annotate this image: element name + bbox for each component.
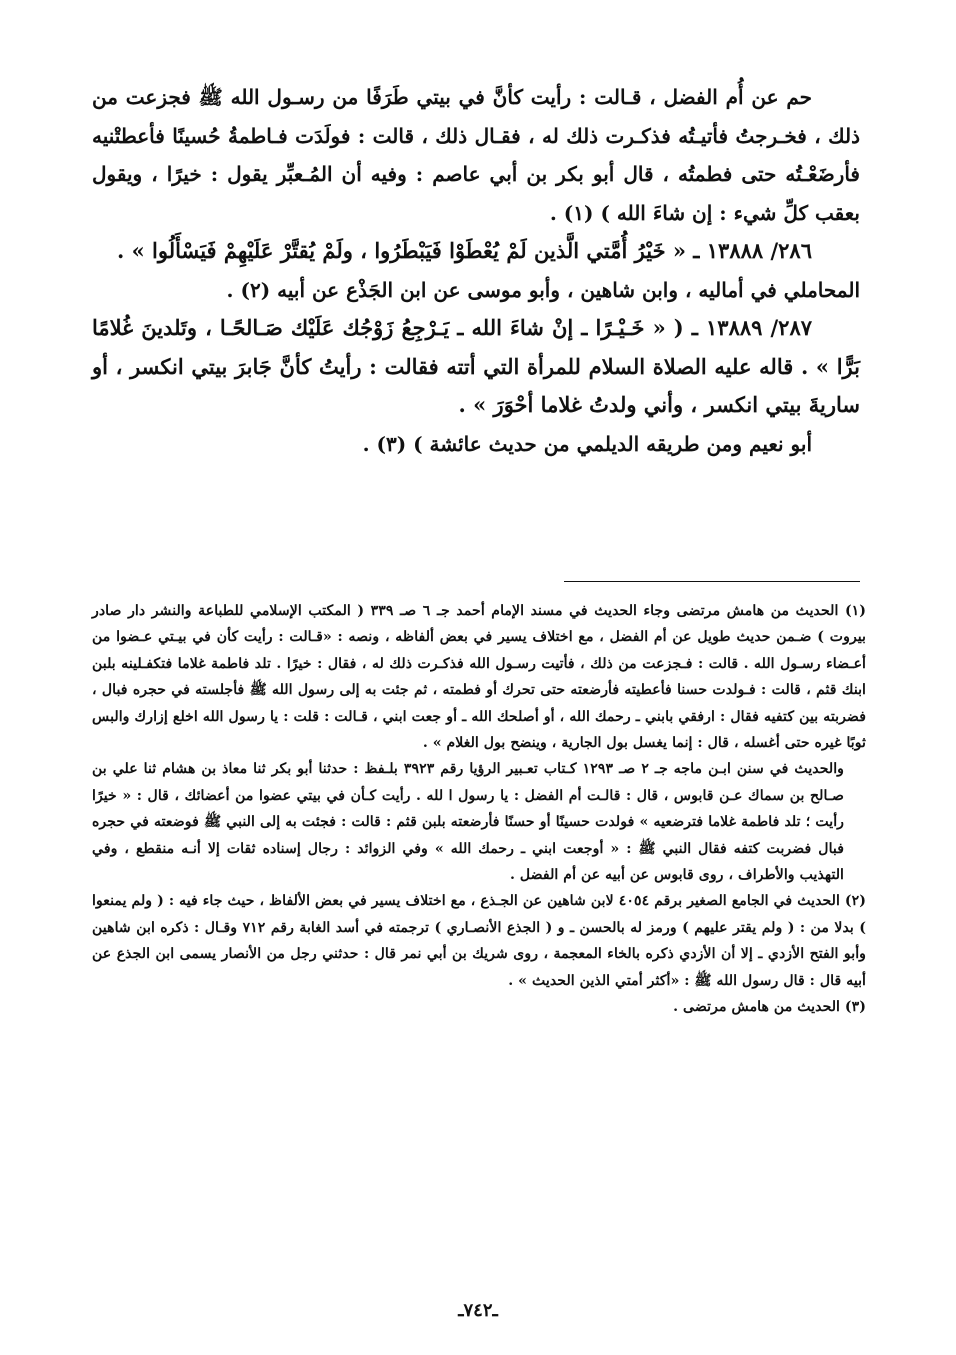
hadith-286: ٢٨٦/ ١٣٨٨٨ ـ « خَيْرُ أُمَّتي الَّذين لَمْ يُعْطَوْا فَيَبْطَرُوا ، ولَمْ يُقتَّرْ عَلَيْهِمْ فَيَسْأَلُوا » . xyxy=(116,238,812,263)
footnote-3: (٣) الحديث من هامش مرتضى . xyxy=(673,999,866,1016)
main-text-block xyxy=(92,78,860,463)
footnotes-block xyxy=(92,598,866,1021)
page-number: ـ٧٤٢ـ xyxy=(458,1300,498,1321)
footnote-1-continuation: والحديث في سنن ابـن ماجه جـ ٢ صـ ١٢٩٣ كـتاب تعـبير الرؤيا رقم ٣٩٢٣ بلـفظ : حدثنا أبو بكر ثنا معاذ بن هشام ثنا علي بن صـالح بن سماك عـن قابوس ، قال : قالـت أم الفضل : يا رسول ا لله . رأيت كـأن في بيتي عضوا من أعضائك ، قال : « خيرًا رأيت ؛ تلد فاطمة غلاما فترضعيه » فولدت حسينًا أو حسنًا فأرضعته بلبن قثم : قالت : فجئت به إلى النبي ﷺ فوضعته في حجره فبال فضربت كتفه فقال النبي ﷺ : « أوجعت ابني ـ رحمك الله » وفي الزوائد : رجال إسناده ثقات إلا أنـه منقطع ، وفي التهذيب والأطراف ، روى قابوس عن أبيه عن أم الفضل . xyxy=(92,761,844,884)
hadith-287-source: أبو نعيم ومن طريقه الديلمي من حديث عائشة ) (٣) . xyxy=(362,431,812,456)
hadith-286-source: المحاملي في أماليه ، وابن شاهين ، وأبو موسى عن ابن الجَذْع عن أبيه (٢) . xyxy=(226,277,860,302)
hadith-287: ٢٨٧/ ١٣٨٨٩ ـ ( « خَـيْـرًا ـ إنْ شاءَ الله ـ يَـرْجِعُ زَوْجُك عَلَيْك صَـالحًـا ، وتَلدينَ غُلامًا بَرًّا » . قاله عليه الصلاة السلام للمرأة التي أتته فقالت : رأيتُ كأنَّ جَابرَ بيتي انكسر ، أو ساريةَ بيتي انكسر ، وأني ولدتُ غلاما أحْوَرَ » . xyxy=(92,315,860,417)
footnote-divider xyxy=(564,581,860,582)
paragraph-continuation: حم عن أُم الفضل ، قـالت : رأيت كأنَّ في بيتي طَرَفًا من رسـول الله ﷺ فجزعت من ذلك ، فخـرجتُ فأتيـتُه فذكـرت ذلك له ، فقـال ذلك ، قالت : فولَدَت فـاطمةُ حُسينًا فأعطتْنيه فأرضَعْـتُه حتى فطمتُه ، قال أبو بكر بن أبي عاصم : وفيه أن المُـعبِّر يقول : خيرًا ، ويقول بعقب كلِّ شيء : إن شاءَ الله ) (١) . xyxy=(92,85,860,225)
footnote-1: (١) الحديث من هامش مرتضى وجاء الحديث في مسند الإمام أحمد جـ ٦ صـ ٣٣٩ ( المكتب الإسلامي للطباعة والنشر دار صادر بيروت ) ضـمن حديث طويل عن أم الفضل ، مع اختلاف يسير في بعض ألفاظه ، ونصه : «قـالت : رأيت كأن في بيـتي عـضوا من أعـضاء رسـول الله . قالت : فـجزعت من ذلك ، فأتيت رسـول الله فذكـرت ذلك له ، فقال : خيرًا . تلد فاطمة غلاما فتكفـلينه بلبن ابنك قثم ، قالت : فـولدت حسنا فأعطيته فأرضعته حتى تحرك أو فطمته ، ثم جئت به إلى رسول الله ﷺ فأجلسته في حجره فبال ، فضربته بين كتفيه فقال : ارفقي بابني ـ رحمك الله ، أو أصلحك الله ـ أو جعت ابني ، قـالت : قلت : يا رسول الله اخلع إزارك والبس ثوبًا غيره حتى أغسله ، قال : إنما يغسل بول الجارية ، وينضح بول الغلام » . xyxy=(92,603,866,752)
footnote-2: (٢) الحديث في الجامع الصغير برقم ٤٠٥٤ لابن شاهين عن الجـذع ، مع اختلاف يسير في بعض الألفاظ ، حيث جاء فيه : ( ولم يمنعوا ) بدلا من : ( ولم يقتر عليهم ) ورمز له بالحسن ـ و ( الجذع الأنصـاري ) ترجمته في أسد الغابة رقم ٧١٢ وقـال : ذكره ابن شاهين وأبو الفتح الأزدي ـ إلا أن الأزدي ذكره بالخاء المعجمة ، روى شريك بن أبي نمر قال : حدثني رجل من الأنصار يسمى ابن الجذع عن أبيه قال : قال رسول الله ﷺ : «أكثر أمتي الذين الحديث » . xyxy=(92,893,866,989)
